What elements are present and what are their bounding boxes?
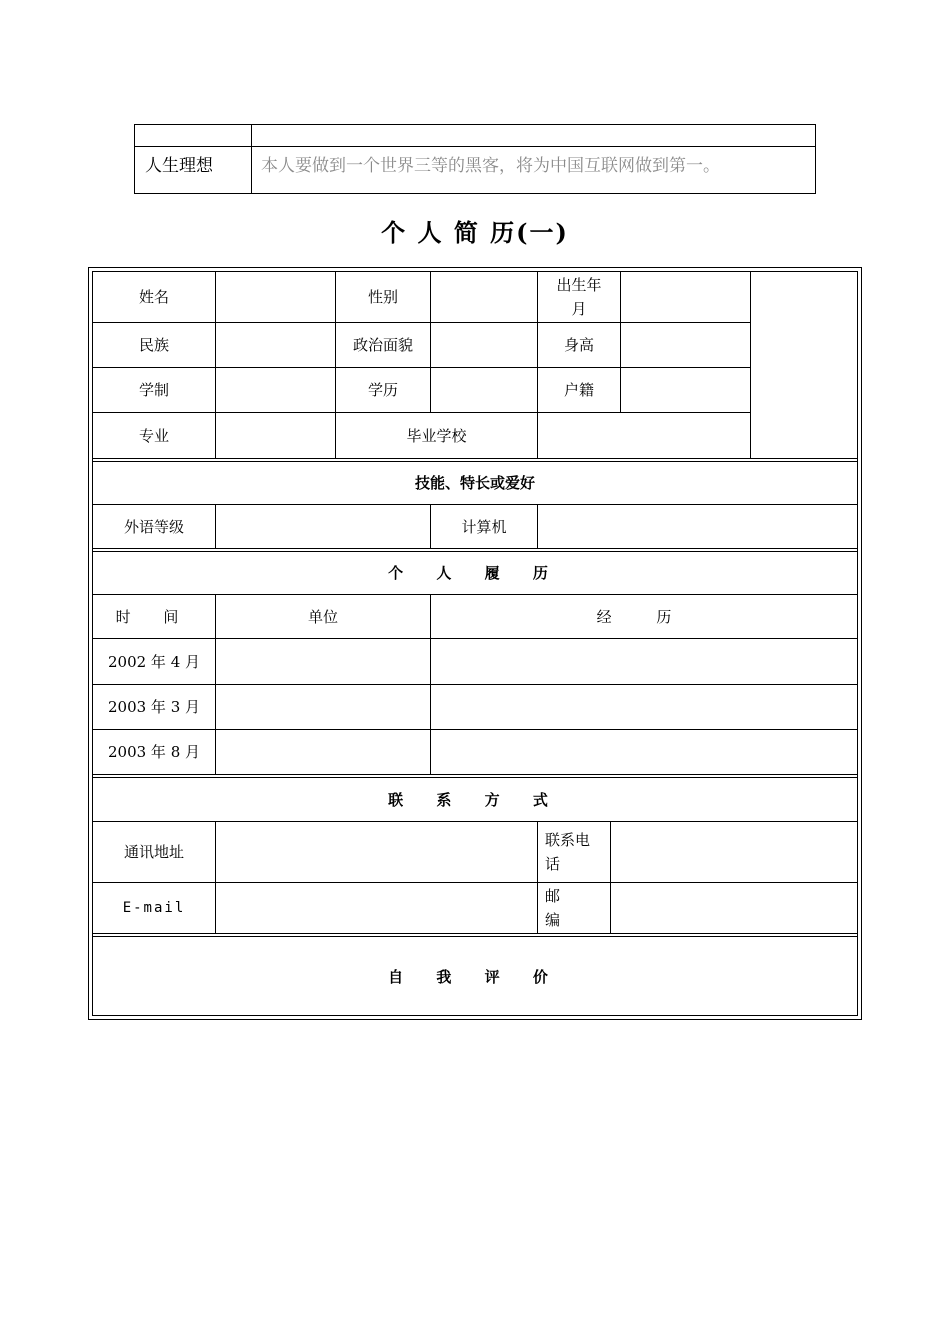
phone-field[interactable] [611, 822, 857, 882]
history-row-experience[interactable] [431, 730, 857, 774]
computer-label: 计算机 [461, 517, 507, 536]
computer-field[interactable] [538, 505, 857, 548]
ideal-table [134, 124, 816, 194]
email-label: E-mail [122, 900, 186, 916]
ideal-value[interactable]: 本人要做到一个世界三等的黑客，将为中国互联网做到第一。 [261, 156, 720, 176]
address-field[interactable] [216, 822, 537, 882]
gender-field[interactable] [431, 272, 537, 322]
phone-label [545, 822, 610, 882]
photo-area[interactable] [751, 272, 857, 458]
language-field[interactable] [216, 505, 430, 548]
history-col-experience: 经 历 [596, 607, 692, 626]
major-field[interactable] [216, 413, 335, 458]
zip-label-line1: 邮 [545, 887, 561, 905]
height-field[interactable] [621, 323, 750, 367]
political-label: 政治面貌 [352, 336, 413, 354]
self-eval-header: 自 我 评 价 [388, 968, 562, 986]
height-label: 身高 [563, 336, 594, 354]
resume-form [92, 271, 858, 1016]
language-label: 外语等级 [123, 517, 184, 536]
skills-header: 技能、特长或爱好 [414, 474, 535, 492]
birth-field[interactable] [621, 272, 750, 322]
household-label: 户籍 [563, 381, 594, 399]
history-row-unit[interactable] [216, 730, 430, 774]
history-row-experience[interactable] [431, 639, 857, 684]
birth-label [538, 272, 620, 322]
history-row-unit[interactable] [216, 639, 430, 684]
birth-label-line2: 月 [571, 300, 587, 318]
address-label: 通讯地址 [123, 843, 184, 861]
page-title: 个 人 简 历(一) [381, 218, 569, 247]
education-field[interactable] [431, 368, 537, 412]
email-field[interactable] [216, 883, 537, 933]
history-col-time: 时 间 [115, 607, 193, 626]
political-field[interactable] [431, 323, 537, 367]
name-field[interactable] [216, 272, 335, 322]
history-row-time: 2003 年 3 月 [107, 698, 201, 716]
schooling-label: 学制 [138, 381, 169, 399]
gender-label: 性别 [367, 288, 398, 306]
phone-label-line1: 联系电 [545, 831, 591, 849]
ethnicity-label: 民族 [138, 336, 169, 354]
education-label: 学历 [367, 381, 398, 399]
zip-label-line2: 编 [545, 911, 561, 929]
household-field[interactable] [621, 368, 750, 412]
ideal-label: 人生理想 [145, 156, 213, 176]
zip-field[interactable] [611, 883, 857, 933]
school-label: 毕业学校 [406, 426, 467, 445]
school-field[interactable] [538, 413, 750, 458]
ethnicity-field[interactable] [216, 323, 335, 367]
zip-label [545, 883, 610, 933]
major-label: 专业 [138, 426, 169, 445]
contact-header: 联 系 方 式 [388, 790, 562, 809]
phone-label-line2: 话 [545, 855, 561, 873]
schooling-field[interactable] [216, 368, 335, 412]
name-label: 姓名 [138, 288, 169, 306]
history-row-unit[interactable] [216, 685, 430, 729]
history-header: 个 人 履 历 [388, 564, 562, 582]
birth-label-line1: 出生年 [556, 276, 602, 294]
history-row-experience[interactable] [431, 685, 857, 729]
history-col-unit: 单位 [307, 607, 338, 626]
ideal-table-empty-row [135, 125, 815, 147]
history-row-time: 2003 年 8 月 [107, 743, 201, 761]
history-row-time: 2002 年 4 月 [107, 652, 201, 671]
